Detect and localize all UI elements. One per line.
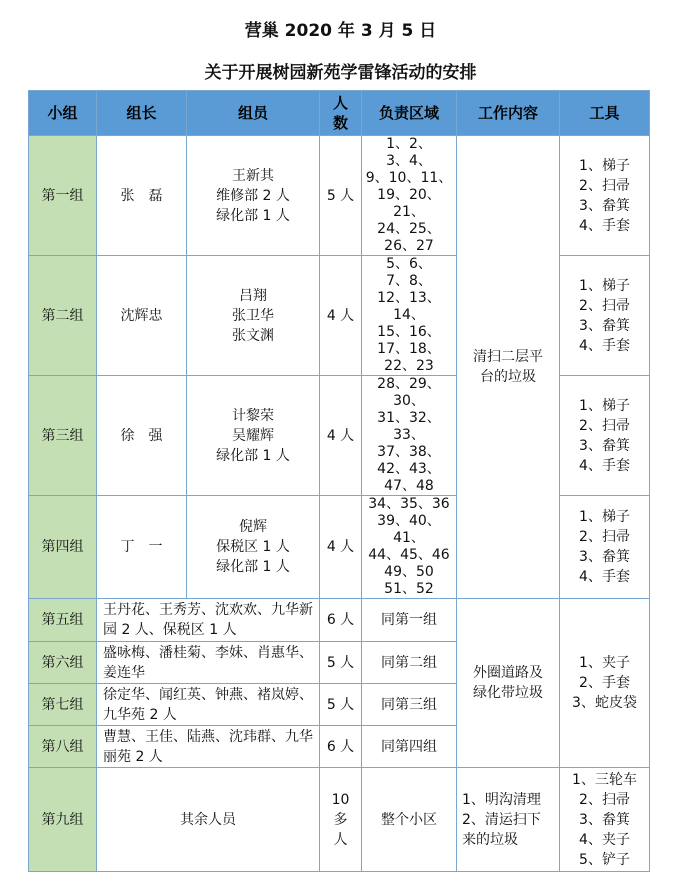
tool-line: 2、扫帚 bbox=[579, 791, 630, 808]
group-members: 其余人员 bbox=[97, 768, 320, 872]
header-row bbox=[29, 91, 650, 136]
count-line: 多 bbox=[333, 811, 348, 828]
header-area: 负责区域 bbox=[362, 91, 457, 136]
group-name: 第九组 bbox=[29, 768, 97, 872]
member-line: 保税区 1 人 bbox=[216, 539, 290, 555]
group-area: 整个小区 bbox=[362, 768, 457, 872]
area-line: 24、25、 bbox=[377, 221, 441, 237]
group-area bbox=[362, 376, 457, 496]
tool-line: 2、手套 bbox=[579, 675, 630, 691]
member-line: 绿化部 1 人 bbox=[216, 559, 290, 575]
group-count: 4 人 bbox=[320, 496, 362, 599]
tool-line: 3、畚箕 bbox=[579, 197, 630, 214]
area-line: 44、45、46 bbox=[368, 547, 450, 563]
work-line: 1、明沟清理 bbox=[462, 791, 541, 808]
area-line: 7、8、 bbox=[386, 273, 432, 289]
tool-line: 3、畚箕 bbox=[579, 317, 630, 334]
header-work: 工作内容 bbox=[457, 91, 560, 136]
group-members bbox=[187, 496, 320, 599]
doc-subtitle: 关于开展树园新苑学雷锋活动的安排 bbox=[204, 63, 477, 83]
group-count: 5 人 bbox=[320, 136, 362, 256]
header-count-line: 人 bbox=[332, 94, 348, 112]
tool-line: 4、手套 bbox=[579, 457, 630, 474]
table-row bbox=[29, 768, 650, 872]
group-tools bbox=[560, 496, 650, 599]
group-members: 曹慧、王佳、陆燕、沈玮群、九华丽苑 2 人 bbox=[97, 726, 320, 768]
table-row bbox=[29, 136, 650, 256]
area-line: 9、10、11、 bbox=[365, 170, 453, 186]
header-tools: 工具 bbox=[560, 91, 650, 136]
tool-line: 2、扫帚 bbox=[579, 177, 630, 194]
header-leader: 组长 bbox=[97, 91, 187, 136]
group-name: 第四组 bbox=[29, 496, 97, 599]
group-area: 同第四组 bbox=[362, 726, 457, 768]
tool-line: 1、夹子 bbox=[579, 655, 630, 671]
member-line: 吴耀辉 bbox=[232, 427, 274, 444]
member-line: 张卫华 bbox=[232, 307, 274, 324]
group-members: 徐定华、闻红英、钟燕、褚岚婷、九华苑 2 人 bbox=[97, 684, 320, 726]
work-content-upper bbox=[457, 136, 560, 599]
area-line: 49、50 bbox=[384, 564, 434, 580]
header-count bbox=[320, 91, 362, 136]
group-members bbox=[187, 256, 320, 376]
member-line: 张文渊 bbox=[232, 327, 274, 344]
tool-line: 1、梯子 bbox=[579, 397, 630, 414]
area-line: 22、23 bbox=[384, 358, 434, 374]
work-content-middle bbox=[457, 599, 560, 768]
work-line: 2、清运扫下 bbox=[462, 811, 541, 828]
area-line: 15、16、 bbox=[377, 324, 441, 340]
area-line: 47、48 bbox=[384, 478, 434, 494]
tools-middle bbox=[560, 599, 650, 768]
group-name: 第七组 bbox=[29, 684, 97, 726]
tool-line: 4、手套 bbox=[579, 217, 630, 234]
header-members: 组员 bbox=[187, 91, 320, 136]
count-line: 人 bbox=[333, 831, 348, 848]
area-line: 19、20、21、 bbox=[377, 187, 441, 220]
group-area: 同第一组 bbox=[362, 599, 457, 642]
table-row bbox=[29, 599, 650, 642]
work-content-group9 bbox=[457, 768, 560, 872]
group-leader: 徐 强 bbox=[97, 376, 187, 496]
tool-line: 1、梯子 bbox=[579, 277, 630, 294]
tool-line: 3、畚箕 bbox=[579, 549, 630, 565]
work-line: 绿化带垃圾 bbox=[473, 685, 543, 701]
work-line: 清扫二层平 bbox=[473, 349, 543, 365]
tool-line: 3、畚箕 bbox=[579, 437, 630, 454]
work-line: 台的垃圾 bbox=[480, 369, 536, 385]
header-count-line: 数 bbox=[332, 114, 348, 132]
group-members: 王丹花、王秀芳、沈欢欢、九华新园 2 人、保税区 1 人 bbox=[97, 599, 320, 642]
work-line: 来的垃圾 bbox=[462, 831, 518, 848]
tool-line: 1、梯子 bbox=[579, 509, 630, 525]
member-line: 绿化部 1 人 bbox=[216, 447, 290, 464]
tool-line: 5、铲子 bbox=[579, 851, 630, 868]
member-line: 绿化部 1 人 bbox=[216, 207, 290, 224]
tool-line: 2、扫帚 bbox=[579, 297, 630, 314]
group-tools bbox=[560, 376, 650, 496]
group-name: 第六组 bbox=[29, 642, 97, 684]
area-line: 26、27 bbox=[384, 238, 434, 254]
member-line: 维修部 2 人 bbox=[216, 187, 290, 204]
tool-line: 2、扫帚 bbox=[579, 529, 630, 545]
member-line: 王新其 bbox=[232, 167, 274, 184]
area-line: 17、18、 bbox=[377, 341, 441, 357]
tool-line: 2、扫帚 bbox=[579, 417, 630, 434]
area-line: 42、43、 bbox=[377, 461, 441, 477]
group-name: 第三组 bbox=[29, 376, 97, 496]
group-name: 第五组 bbox=[29, 599, 97, 642]
member-line: 计黎荣 bbox=[232, 407, 274, 424]
group-tools bbox=[560, 768, 650, 872]
group-name: 第一组 bbox=[29, 136, 97, 256]
schedule-table bbox=[28, 90, 650, 872]
group-count: 5 人 bbox=[320, 642, 362, 684]
group-name: 第八组 bbox=[29, 726, 97, 768]
area-line: 12、13、14、 bbox=[377, 290, 441, 323]
group-count: 6 人 bbox=[320, 599, 362, 642]
area-line: 34、35、36 bbox=[368, 496, 450, 512]
group-area bbox=[362, 496, 457, 599]
area-line: 51、52 bbox=[384, 581, 434, 597]
work-line: 外圈道路及 bbox=[473, 665, 543, 681]
group-count: 4 人 bbox=[320, 376, 362, 496]
group-count: 4 人 bbox=[320, 256, 362, 376]
group-count: 5 人 bbox=[320, 684, 362, 726]
group-leader: 沈辉忠 bbox=[97, 256, 187, 376]
count-line: 10 bbox=[331, 791, 350, 808]
tool-line: 4、手套 bbox=[579, 337, 630, 354]
group-count: 6 人 bbox=[320, 726, 362, 768]
group-area: 同第三组 bbox=[362, 684, 457, 726]
member-line: 吕翔 bbox=[239, 287, 267, 304]
group-members bbox=[187, 136, 320, 256]
group-area bbox=[362, 136, 457, 256]
header-group: 小组 bbox=[29, 91, 97, 136]
group-name: 第二组 bbox=[29, 256, 97, 376]
tool-line: 4、夹子 bbox=[579, 831, 630, 848]
group-area bbox=[362, 256, 457, 376]
group-leader: 张 磊 bbox=[97, 136, 187, 256]
area-line: 3、4、 bbox=[386, 153, 432, 169]
member-line: 倪辉 bbox=[239, 519, 267, 535]
tool-line: 1、梯子 bbox=[579, 157, 630, 174]
area-line: 31、32、33、 bbox=[377, 410, 441, 443]
group-leader: 丁 一 bbox=[97, 496, 187, 599]
group-count bbox=[320, 768, 362, 872]
doc-date-title: 营巢 2020 年 3 月 5 日 bbox=[244, 21, 437, 41]
tool-line: 4、手套 bbox=[579, 569, 630, 585]
tool-line: 3、畚箕 bbox=[579, 811, 630, 828]
area-line: 37、38、 bbox=[377, 444, 441, 460]
group-members bbox=[187, 376, 320, 496]
group-area: 同第二组 bbox=[362, 642, 457, 684]
group-members: 盛咏梅、潘桂菊、李妹、肖惠华、姜连华 bbox=[97, 642, 320, 684]
group-tools bbox=[560, 256, 650, 376]
area-line: 1、2、 bbox=[386, 136, 432, 152]
tool-line: 3、蛇皮袋 bbox=[572, 695, 637, 711]
tool-line: 1、三轮车 bbox=[572, 771, 637, 788]
area-line: 28、29、30、 bbox=[377, 376, 441, 409]
area-line: 5、6、 bbox=[386, 256, 432, 272]
group-tools bbox=[560, 136, 650, 256]
area-line: 39、40、41、 bbox=[377, 513, 441, 546]
